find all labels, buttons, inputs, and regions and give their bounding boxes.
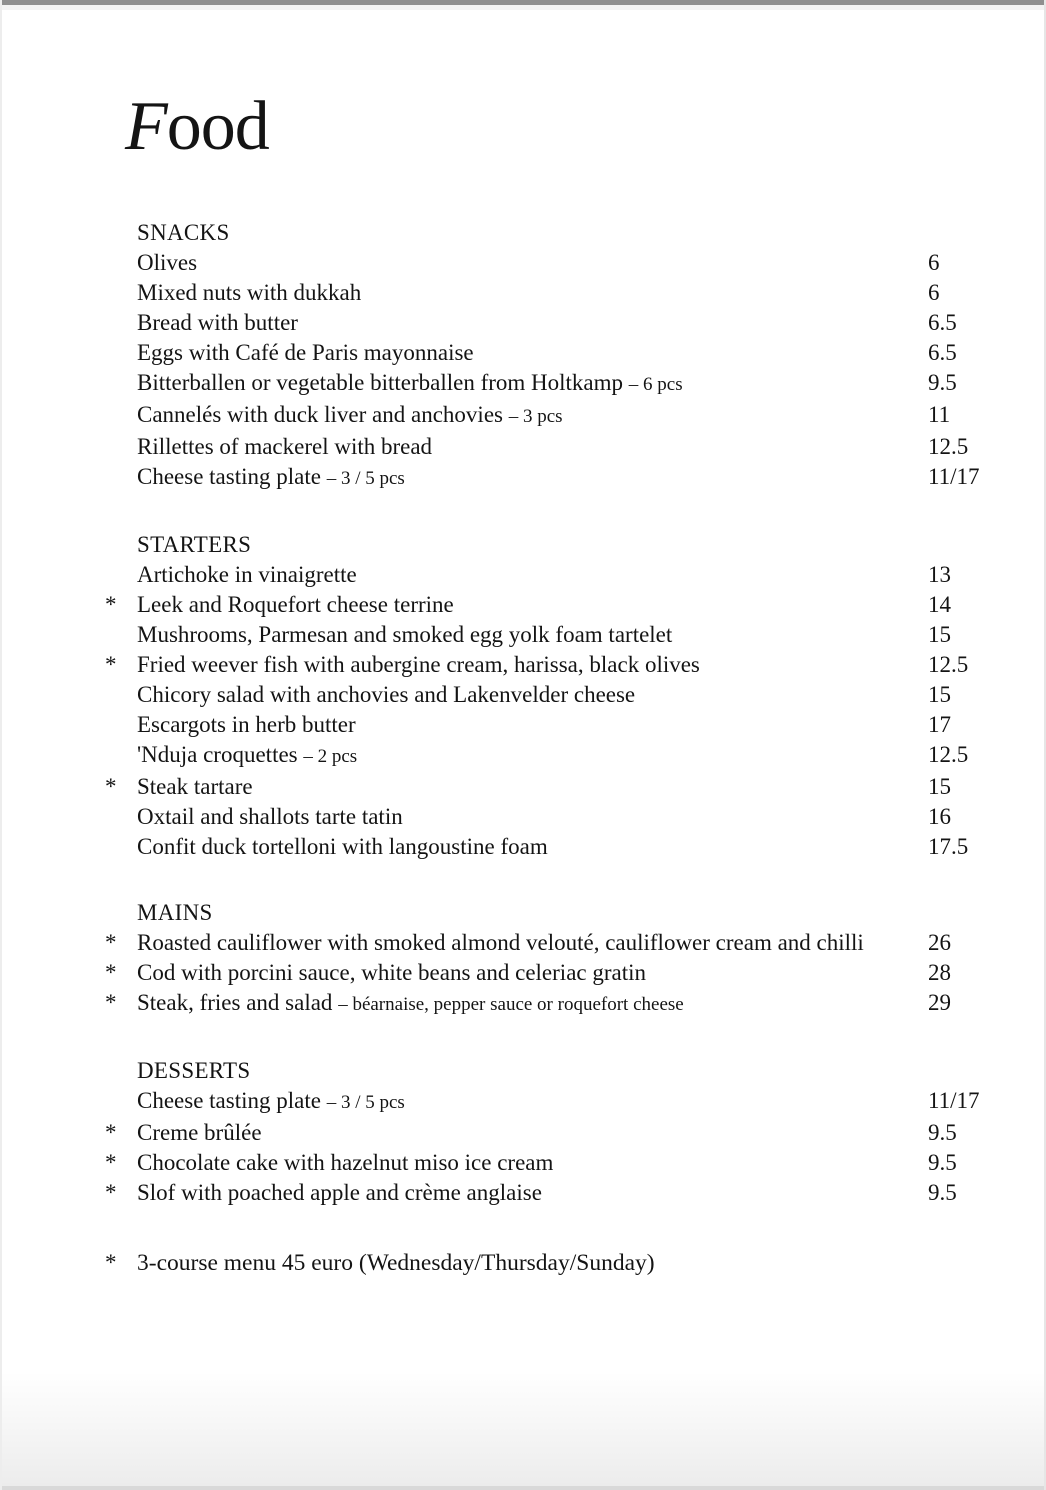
item-name: Chocolate cake with hazelnut miso ice cream	[137, 1150, 554, 1175]
item-price: 17.5	[928, 834, 969, 859]
star-marker: *	[105, 774, 117, 799]
menu-item-row	[105, 620, 1000, 650]
star-marker: *	[105, 652, 117, 677]
menu-item-row	[105, 278, 1000, 308]
title-first-letter: F	[125, 88, 167, 165]
star-marker: *	[105, 1180, 117, 1205]
item-price: 12.5	[928, 434, 969, 459]
item-name: Cheese tasting plate – 3 / 5 pcs	[137, 1088, 405, 1113]
item-name: Steak, fries and salad – béarnaise, pepper sauce or roquefort cheese	[137, 990, 684, 1015]
section-heading-row	[105, 530, 1000, 560]
item-name: Slof with poached apple and crème anglaise	[137, 1180, 542, 1205]
item-price: 28	[928, 960, 951, 985]
item-note: – 3 / 5 pcs	[326, 468, 405, 489]
item-note: – béarnaise, pepper sauce or roquefort cheese	[338, 994, 684, 1015]
item-price: 9.5	[928, 1180, 957, 1205]
item-note: – 2 pcs	[303, 746, 358, 767]
star-marker: *	[105, 930, 117, 955]
menu-item-row	[105, 368, 1000, 400]
menu-item-row	[105, 590, 1000, 620]
item-name: Confit duck tortelloni with langoustine foam	[137, 834, 548, 859]
star-marker: *	[105, 1120, 117, 1145]
item-name: Steak tartare	[137, 774, 253, 799]
menu-item-row	[105, 802, 1000, 832]
item-price: 29	[928, 990, 951, 1015]
menu-item-row	[105, 308, 1000, 338]
item-price: 6	[928, 250, 940, 275]
item-name: Oxtail and shallots tarte tatin	[137, 804, 403, 829]
footnote-text: 3-course menu 45 euro (Wednesday/Thursday/Sunday)	[137, 1250, 655, 1276]
menu-section	[105, 1056, 1000, 1208]
menu-section	[105, 218, 1000, 494]
star-marker: *	[105, 960, 117, 985]
menu-item-row	[105, 680, 1000, 710]
item-name: Leek and Roquefort cheese terrine	[137, 592, 454, 617]
item-price: 6	[928, 280, 940, 305]
item-name: Artichoke in vinaigrette	[137, 562, 357, 587]
item-price: 15	[928, 622, 951, 647]
menu-item-row	[105, 650, 1000, 680]
star-marker: *	[105, 990, 117, 1015]
item-price: 12.5	[928, 652, 969, 677]
item-price: 9.5	[928, 1120, 957, 1145]
item-note: – 3 pcs	[508, 406, 563, 427]
item-name: Escargots in herb butter	[137, 712, 356, 737]
section-heading: STARTERS	[137, 532, 252, 557]
menu-item-row	[105, 462, 1000, 494]
item-name: Mixed nuts with dukkah	[137, 280, 362, 305]
item-name: Bitterballen or vegetable bitterballen from Holtkamp – 6 pcs	[137, 370, 683, 395]
menu-item-row	[105, 710, 1000, 740]
item-note: – 3 / 5 pcs	[326, 1092, 405, 1113]
item-name: Cannelés with duck liver and anchovies – 3 pcs	[137, 402, 563, 427]
item-note: – 6 pcs	[628, 374, 683, 395]
menu-item-row	[105, 560, 1000, 590]
item-price: 11	[928, 402, 951, 427]
item-price: 15	[928, 774, 951, 799]
item-name: Bread with butter	[137, 310, 298, 335]
section-heading-row	[105, 218, 1000, 248]
menu-item-row	[105, 740, 1000, 772]
item-name: 'Nduja croquettes – 2 pcs	[137, 742, 358, 767]
item-price: 11/17	[928, 464, 980, 489]
star-marker: *	[105, 1150, 117, 1175]
menu-item-row	[105, 400, 1000, 432]
item-name: Fried weever fish with aubergine cream, harissa, black olives	[137, 652, 700, 677]
item-price: 17	[928, 712, 951, 737]
item-name: Eggs with Café de Paris mayonnaise	[137, 340, 474, 365]
section-heading: MAINS	[137, 900, 213, 925]
menu-sections	[105, 218, 1000, 1208]
menu-item-row	[105, 1118, 1000, 1148]
footnote	[105, 1248, 1000, 1278]
item-name: Mushrooms, Parmesan and smoked egg yolk foam tartelet	[137, 622, 673, 647]
menu-item-row	[105, 832, 1000, 862]
item-price: 13	[928, 562, 951, 587]
menu-item-row	[105, 958, 1000, 988]
menu-section	[105, 898, 1000, 1020]
section-heading-row	[105, 1056, 1000, 1086]
menu-item-row	[105, 1086, 1000, 1118]
item-name: Rillettes of mackerel with bread	[137, 434, 433, 459]
item-name: Creme brûlée	[137, 1120, 262, 1145]
item-name: Chicory salad with anchovies and Lakenvelder cheese	[137, 682, 636, 707]
item-price: 12.5	[928, 742, 969, 767]
menu-item-row	[105, 1178, 1000, 1208]
item-name: Olives	[137, 250, 198, 275]
item-price: 15	[928, 682, 951, 707]
menu-item-row	[105, 338, 1000, 368]
menu-section	[105, 530, 1000, 862]
section-heading: SNACKS	[137, 220, 230, 245]
item-name: Cod with porcini sauce, white beans and celeriac gratin	[137, 960, 647, 985]
section-heading-row	[105, 898, 1000, 928]
item-price: 6.5	[928, 310, 957, 335]
menu-item-row	[105, 928, 1000, 958]
item-price: 9.5	[928, 1150, 957, 1175]
footnote-marker: *	[105, 1250, 117, 1275]
item-name: Roasted cauliflower with smoked almond velouté, cauliflower cream and chilli	[137, 930, 864, 955]
menu-item-row	[105, 1148, 1000, 1178]
star-marker: *	[105, 592, 117, 617]
title-rest: ood	[166, 88, 269, 165]
item-price: 26	[928, 930, 951, 955]
item-price: 6.5	[928, 340, 957, 365]
bottom-fade	[2, 1371, 1044, 1486]
item-price: 16	[928, 804, 951, 829]
menu-item-row	[105, 772, 1000, 802]
item-price: 9.5	[928, 370, 957, 395]
section-heading: DESSERTS	[137, 1058, 251, 1083]
menu-item-row	[105, 988, 1000, 1020]
bottom-border-strip	[2, 1486, 1044, 1490]
menu-content	[2, 10, 1044, 1278]
item-price: 11/17	[928, 1088, 980, 1113]
page-title	[125, 88, 1000, 165]
item-price: 14	[928, 592, 951, 617]
menu-item-row	[105, 248, 1000, 278]
menu-item-row	[105, 432, 1000, 462]
item-name: Cheese tasting plate – 3 / 5 pcs	[137, 464, 405, 489]
